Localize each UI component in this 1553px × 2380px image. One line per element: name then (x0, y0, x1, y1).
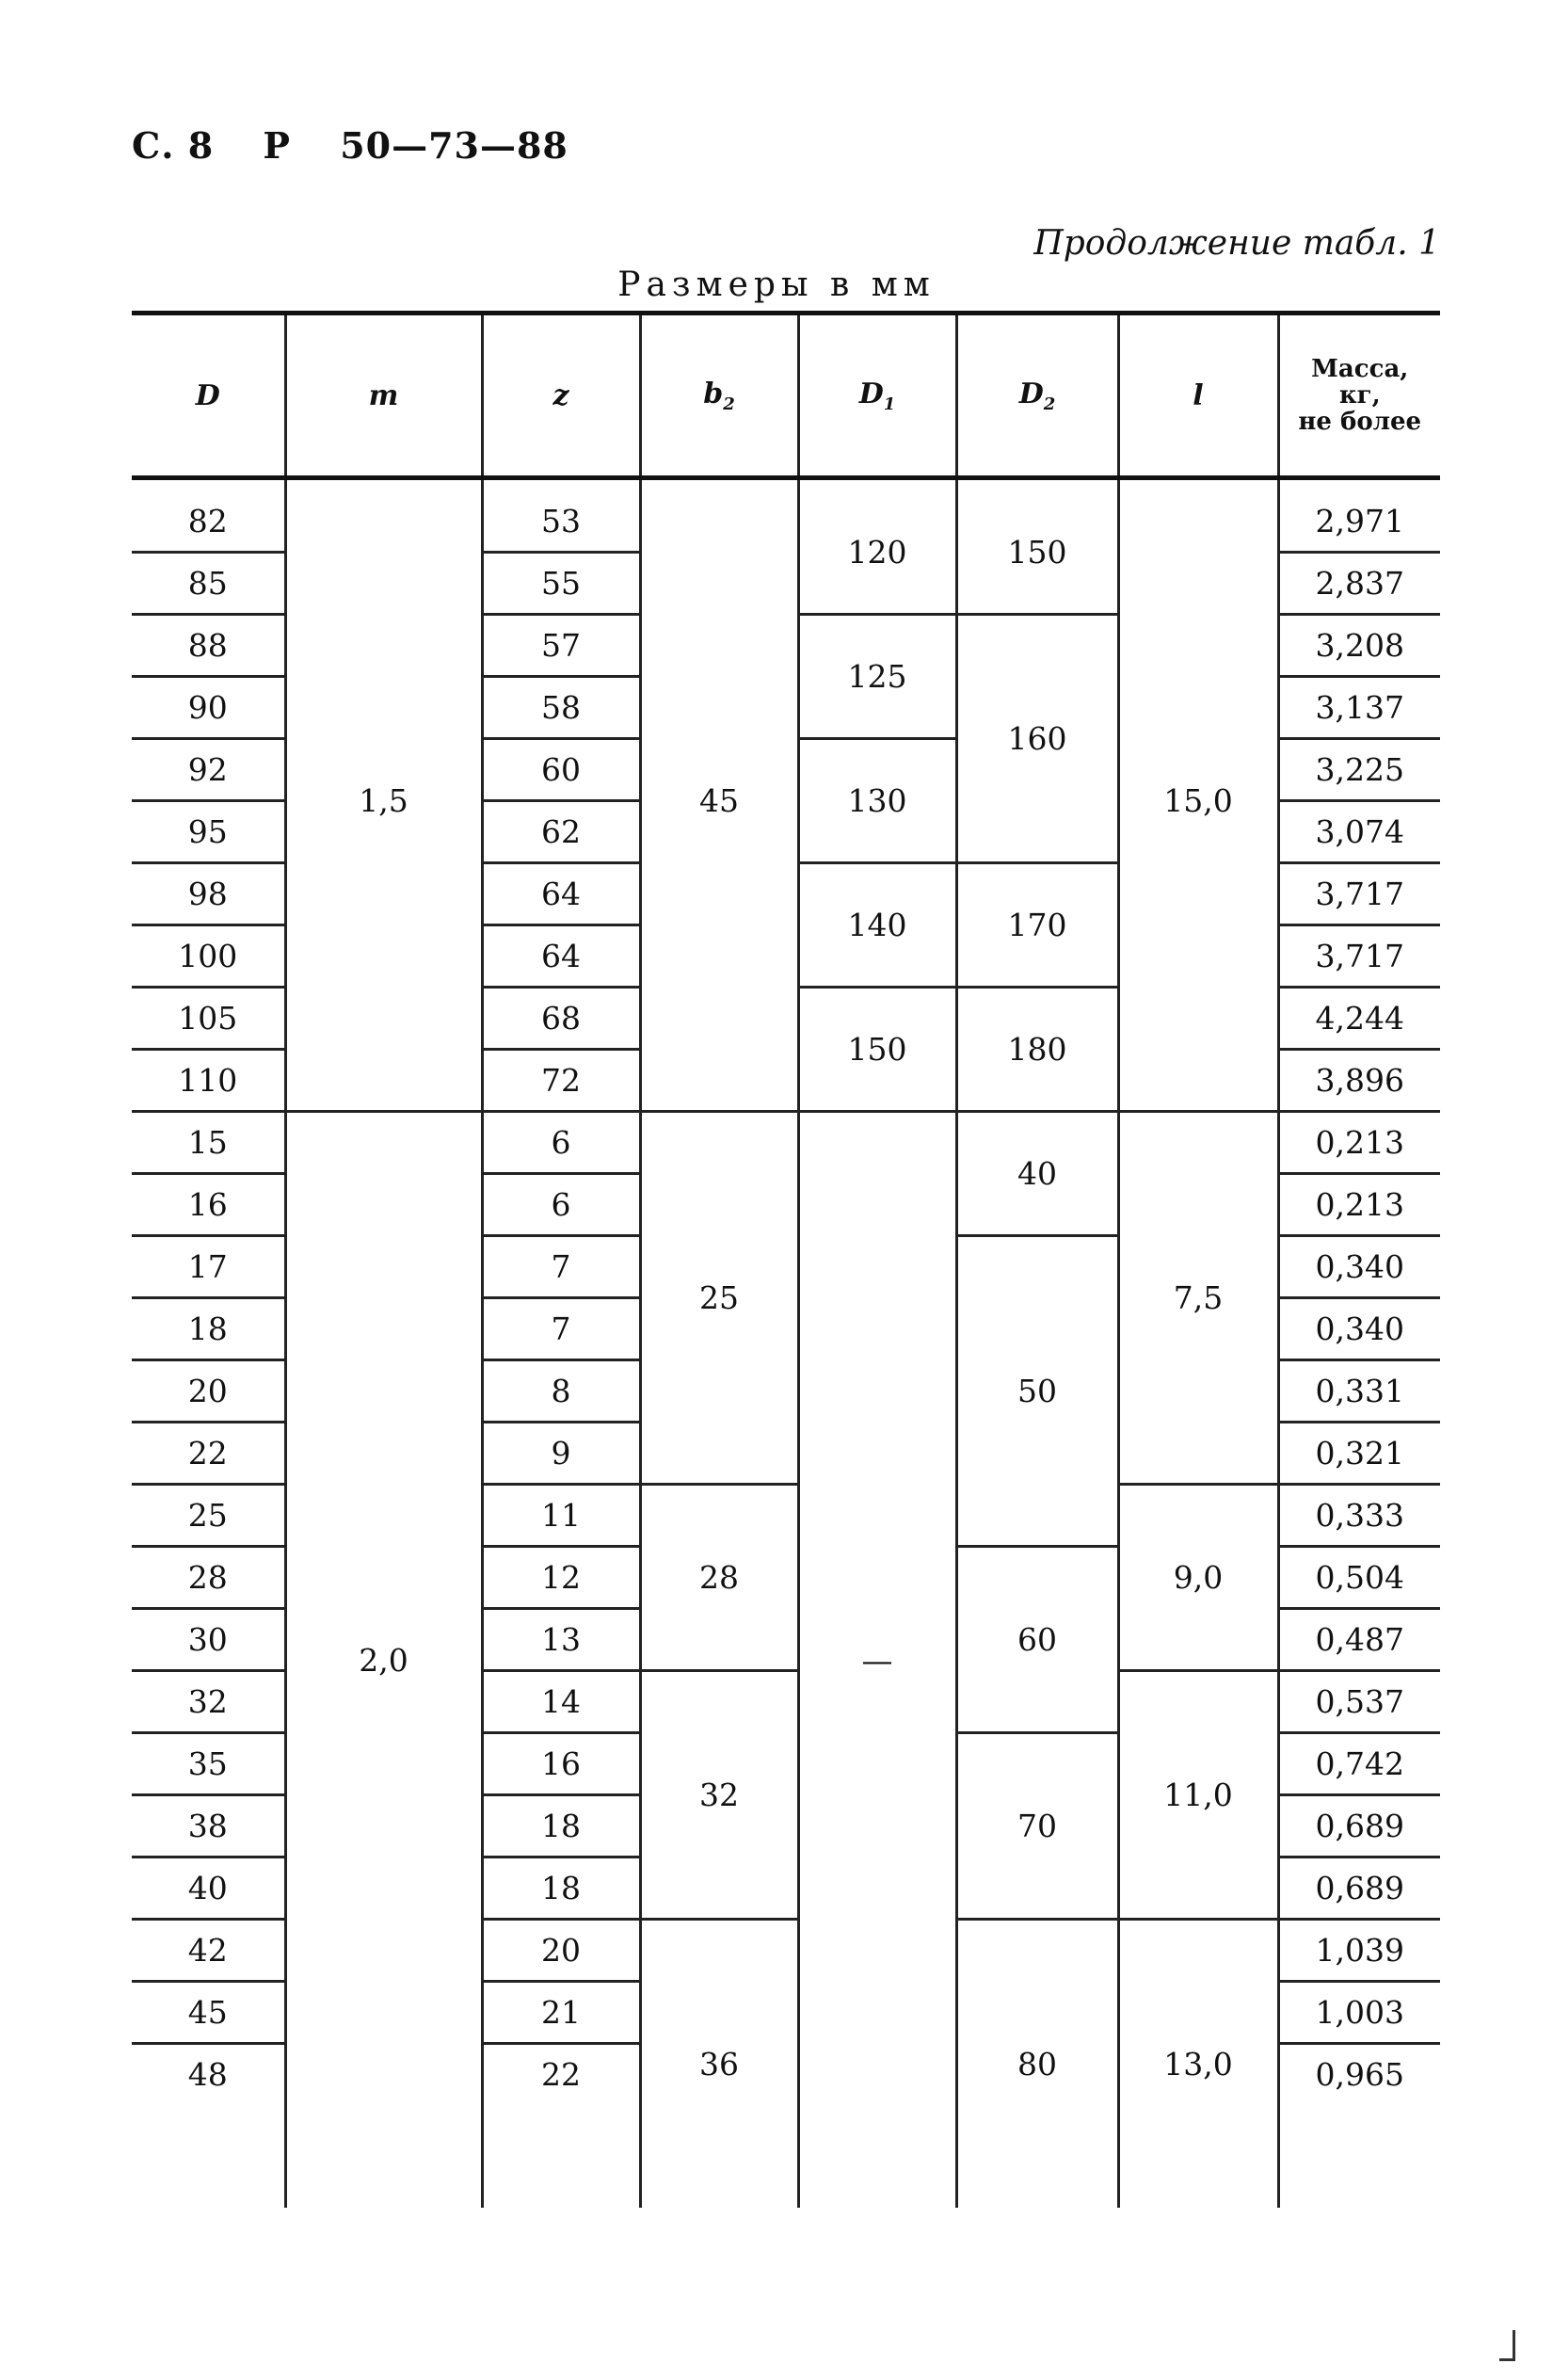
cell-mass: 3,074 (1278, 801, 1440, 863)
cell-mass: 0,213 (1278, 1174, 1440, 1236)
cell-D1: 150 (798, 988, 956, 1112)
cell-z: 14 (482, 1671, 640, 1733)
col-header-D: D (132, 314, 285, 478)
cell-z: 21 (482, 1982, 640, 2044)
page-header (132, 124, 604, 167)
cell-D: 22 (132, 1423, 285, 1485)
cell-b2: 25 (640, 1112, 798, 1485)
cell-D2: 40 (956, 1112, 1118, 1236)
cell-z: 11 (482, 1485, 640, 1547)
cell-mass: 0,331 (1278, 1360, 1440, 1423)
cell-l: 7,5 (1118, 1112, 1278, 1485)
corner-mark (1499, 2330, 1515, 2361)
cell-mass: 0,965 (1278, 2044, 1440, 2105)
cell-mass: 0,689 (1278, 1857, 1440, 1920)
cell-z: 58 (482, 677, 640, 739)
cell-D: 16 (132, 1174, 285, 1236)
col-header-D2: $D_2$ (956, 314, 1118, 478)
standard-number: 50—73—88 (340, 124, 568, 167)
cell-z: 64 (482, 863, 640, 925)
cell-z: 8 (482, 1360, 640, 1423)
cell-z: 60 (482, 739, 640, 801)
cell-z: 20 (482, 1920, 640, 1982)
cell-z: 57 (482, 615, 640, 677)
cell-z: 18 (482, 1857, 640, 1920)
cell-mass: 3,225 (1278, 739, 1440, 801)
page-number: С. 8 (132, 124, 215, 167)
col-header-b2: $b_2$ (640, 314, 798, 478)
cell-D: 90 (132, 677, 285, 739)
cell-D1: 120 (798, 478, 956, 615)
cell-D2: 70 (956, 1733, 1118, 1920)
cell-b2: 32 (640, 1671, 798, 1920)
cell-mass: 0,333 (1278, 1485, 1440, 1547)
cell-mass: 0,487 (1278, 1609, 1440, 1671)
cell-b2: 45 (640, 478, 798, 1112)
cell-D: 25 (132, 1485, 285, 1547)
cell-D1: 125 (798, 615, 956, 739)
cell-D: 85 (132, 553, 285, 615)
standard-prefix: Р (263, 124, 291, 167)
cell-mass: 3,717 (1278, 925, 1440, 988)
cell-D: 82 (132, 478, 285, 553)
table-row (132, 478, 1440, 553)
col-header-l: l (1118, 314, 1278, 478)
cell-l: 15,0 (1118, 478, 1278, 1112)
cell-D: 88 (132, 615, 285, 677)
cell-z: 6 (482, 1112, 640, 1174)
col-header-z: z (482, 314, 640, 478)
cell-mass: 0,340 (1278, 1298, 1440, 1360)
cell-mass: 1,003 (1278, 1982, 1440, 2044)
cell-D: 15 (132, 1112, 285, 1174)
cell-D: 38 (132, 1795, 285, 1857)
cell-D: 45 (132, 1982, 285, 2044)
cell-D: 92 (132, 739, 285, 801)
cell-l: 13,0 (1118, 1920, 1278, 2209)
cell-D: 20 (132, 1360, 285, 1423)
units-caption: Размеры в мм (617, 265, 936, 304)
dimensions-table (132, 311, 1440, 2208)
cell-l: 9,0 (1118, 1485, 1278, 1671)
cell-D: 40 (132, 1857, 285, 1920)
cell-z: 72 (482, 1050, 640, 1112)
cell-D: 105 (132, 988, 285, 1050)
cell-z: 68 (482, 988, 640, 1050)
cell-D2: 180 (956, 988, 1118, 1112)
cell-z: 62 (482, 801, 640, 863)
cell-z: 55 (482, 553, 640, 615)
cell-mass: 2,837 (1278, 553, 1440, 615)
cell-z: 7 (482, 1236, 640, 1298)
cell-D1: — (798, 1112, 956, 2209)
cell-mass: 0,742 (1278, 1733, 1440, 1795)
cell-D: 98 (132, 863, 285, 925)
cell-mass: 0,213 (1278, 1112, 1440, 1174)
cell-l: 11,0 (1118, 1671, 1278, 1920)
cell-z: 9 (482, 1423, 640, 1485)
cell-b2: 36 (640, 1920, 798, 2209)
cell-z: 53 (482, 478, 640, 553)
cell-mass: 0,504 (1278, 1547, 1440, 1609)
table-row (132, 1112, 1440, 1174)
cell-mass: 3,717 (1278, 863, 1440, 925)
col-header-mass: Масса, кг, не более (1278, 314, 1440, 478)
cell-D: 42 (132, 1920, 285, 1982)
cell-mass: 3,896 (1278, 1050, 1440, 1112)
cell-D2: 50 (956, 1236, 1118, 1547)
cell-D: 35 (132, 1733, 285, 1795)
cell-mass: 1,039 (1278, 1920, 1440, 1982)
cell-z: 7 (482, 1298, 640, 1360)
cell-mass: 0,340 (1278, 1236, 1440, 1298)
cell-D2: 160 (956, 615, 1118, 863)
cell-z: 13 (482, 1609, 640, 1671)
cell-m: 2,0 (285, 1112, 482, 2209)
cell-b2: 28 (640, 1485, 798, 1671)
cell-D: 100 (132, 925, 285, 988)
cell-D: 110 (132, 1050, 285, 1112)
cell-z: 16 (482, 1733, 640, 1795)
cell-m: 1,5 (285, 478, 482, 1112)
cell-D: 18 (132, 1298, 285, 1360)
table-continuation-note: Продолжение табл. 1 (1033, 224, 1440, 263)
cell-D1: 130 (798, 739, 956, 863)
cell-D2: 150 (956, 478, 1118, 615)
cell-z: 18 (482, 1795, 640, 1857)
cell-mass: 0,321 (1278, 1423, 1440, 1485)
cell-z: 12 (482, 1547, 640, 1609)
cell-D2: 170 (956, 863, 1118, 988)
col-header-m: m (285, 314, 482, 478)
cell-mass: 3,137 (1278, 677, 1440, 739)
cell-mass: 4,244 (1278, 988, 1440, 1050)
cell-D: 95 (132, 801, 285, 863)
cell-D: 30 (132, 1609, 285, 1671)
cell-D2: 80 (956, 1920, 1118, 2209)
cell-D2: 60 (956, 1547, 1118, 1733)
cell-mass: 0,689 (1278, 1795, 1440, 1857)
cell-mass: 0,537 (1278, 1671, 1440, 1733)
cell-D1: 140 (798, 863, 956, 988)
col-header-D1: $D_1$ (798, 314, 956, 478)
cell-mass: 3,208 (1278, 615, 1440, 677)
cell-D: 28 (132, 1547, 285, 1609)
cell-z: 6 (482, 1174, 640, 1236)
cell-D: 17 (132, 1236, 285, 1298)
cell-z: 64 (482, 925, 640, 988)
cell-z: 22 (482, 2044, 640, 2105)
cell-D: 48 (187, 2056, 228, 2093)
cell-D: 32 (132, 1671, 285, 1733)
table-header-row (132, 314, 1440, 478)
cell-mass: 2,971 (1278, 478, 1440, 553)
